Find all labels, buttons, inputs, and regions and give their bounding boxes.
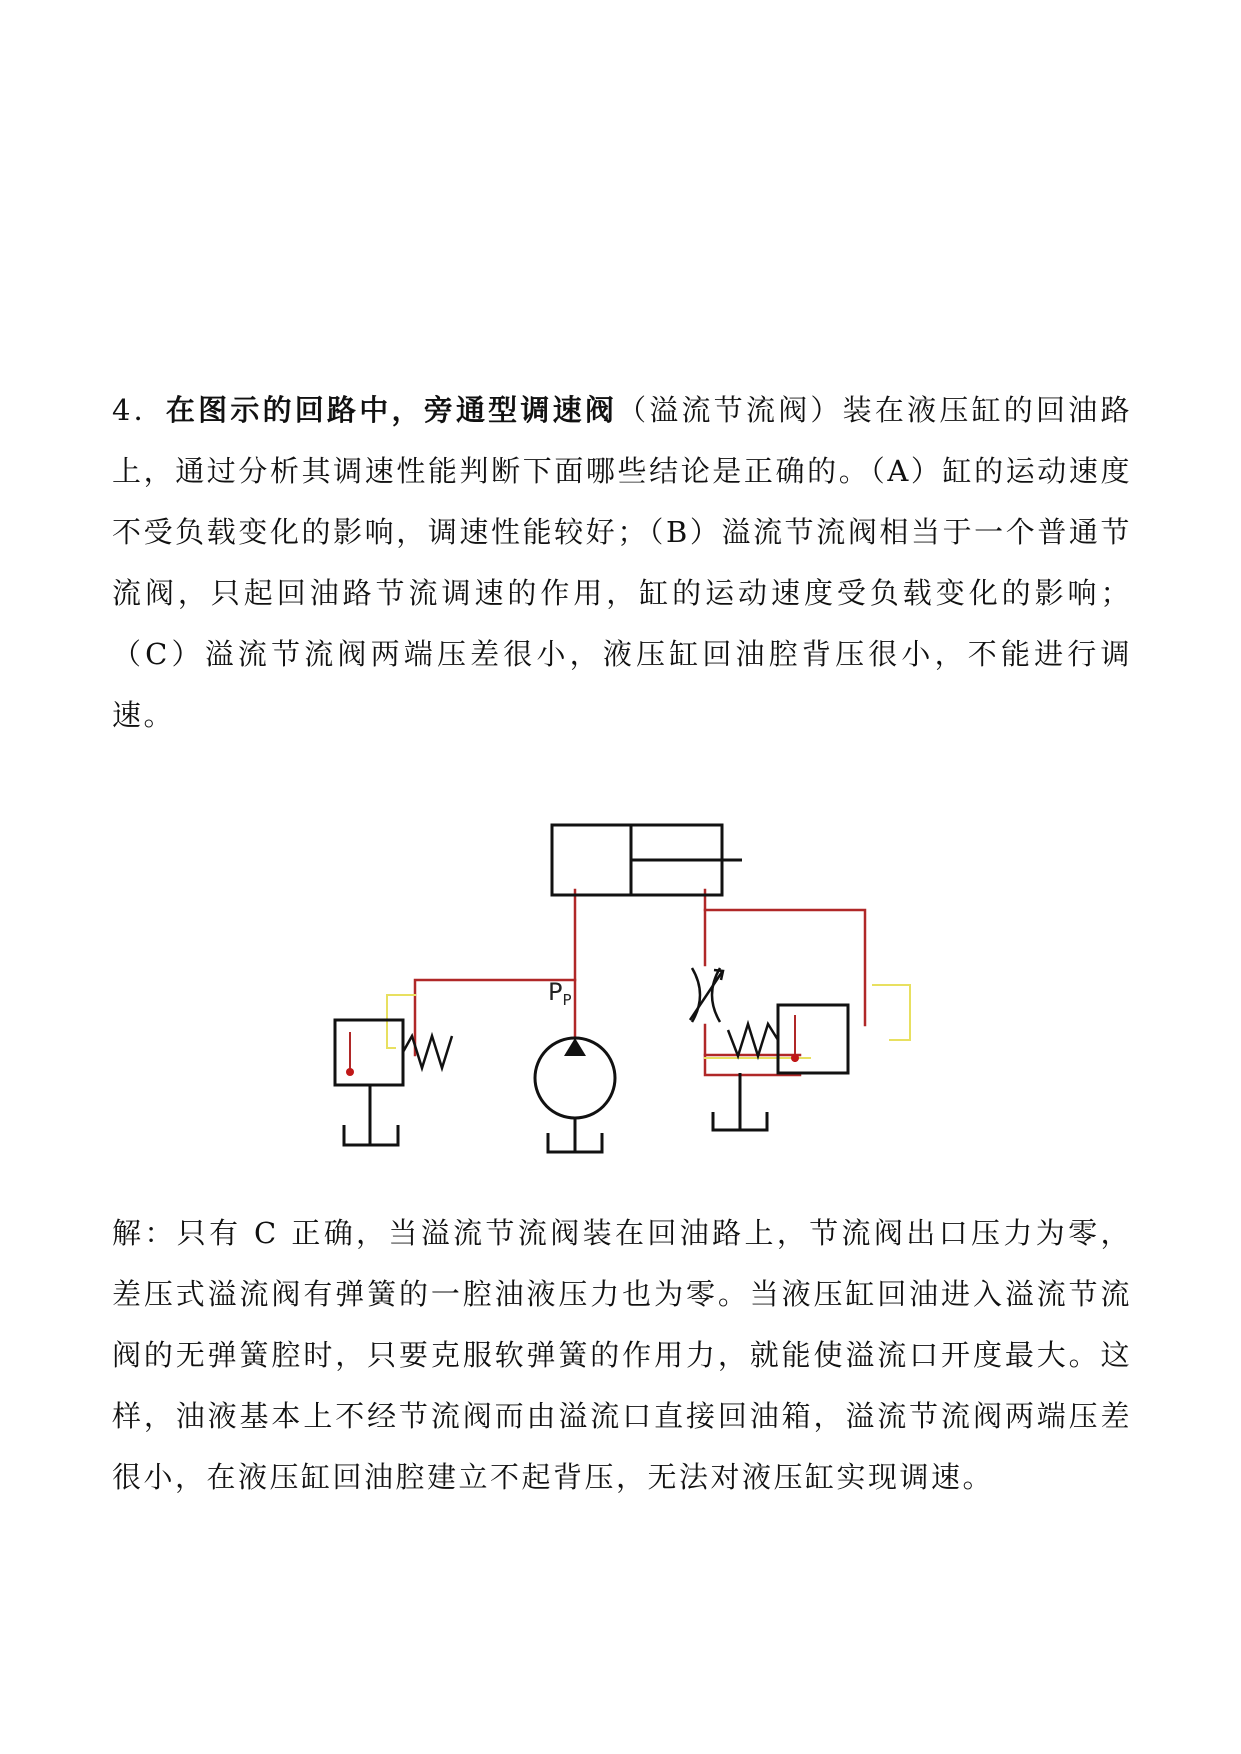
- pressure-pipes: [415, 890, 865, 1075]
- pressure-label-subscript: P: [562, 991, 572, 1009]
- relief-valve-right: [778, 1005, 848, 1073]
- hydraulic-cylinder: [552, 825, 742, 895]
- question-paragraph: [112, 380, 1132, 746]
- relief-valve-left: [335, 1020, 403, 1085]
- answer-paragraph: 解：只有 C 正确，当溢流节流阀装在回油路上，节流阀出口压力为零，差压式溢流阀有弹簧的一腔油液压力也为零。当液压缸回油进入溢流节流阀的无弹簧腔时，只要克服软弹簧的作用力，就能使溢流口开度最大。这样，油液基本上不经节流阀而由溢流口直接回油箱，溢流节流阀两端压差很小，在液压缸回油腔建立不起背压，无法对液压缸实现调速。: [112, 1216, 1132, 1494]
- valve-indicator-dot-left: [346, 1068, 354, 1076]
- valve-indicator-dot-right: [791, 1054, 799, 1062]
- spring-left-icon: [403, 1036, 452, 1068]
- question-bold-text: 在图示的回路中，旁通型调速阀: [165, 393, 618, 427]
- pilot-lines: [387, 985, 910, 1058]
- spring-right-icon: [728, 1024, 778, 1056]
- question-number: 4．: [112, 393, 166, 427]
- question-text: （溢流节流阀）装在液压缸的回油路上，通过分析其调速性能判断下面哪些结论是正确的。（A）缸的运动速度不受负载变化的影响，调速性能较好；（B）溢流节流阀相当于一个普通节流阀，只起回油路节流调速的作用，缸的运动速度受负载变化的影响；（C）溢流节流阀两端压差很小，液压缸回油腔背压很小，不能进行调速。: [112, 393, 1132, 732]
- hydraulic-circuit-diagram: [330, 800, 950, 1200]
- pressure-label: P: [548, 978, 563, 1006]
- throttle-valve-icon: [690, 968, 723, 1022]
- svg-text:PP: [548, 978, 572, 1009]
